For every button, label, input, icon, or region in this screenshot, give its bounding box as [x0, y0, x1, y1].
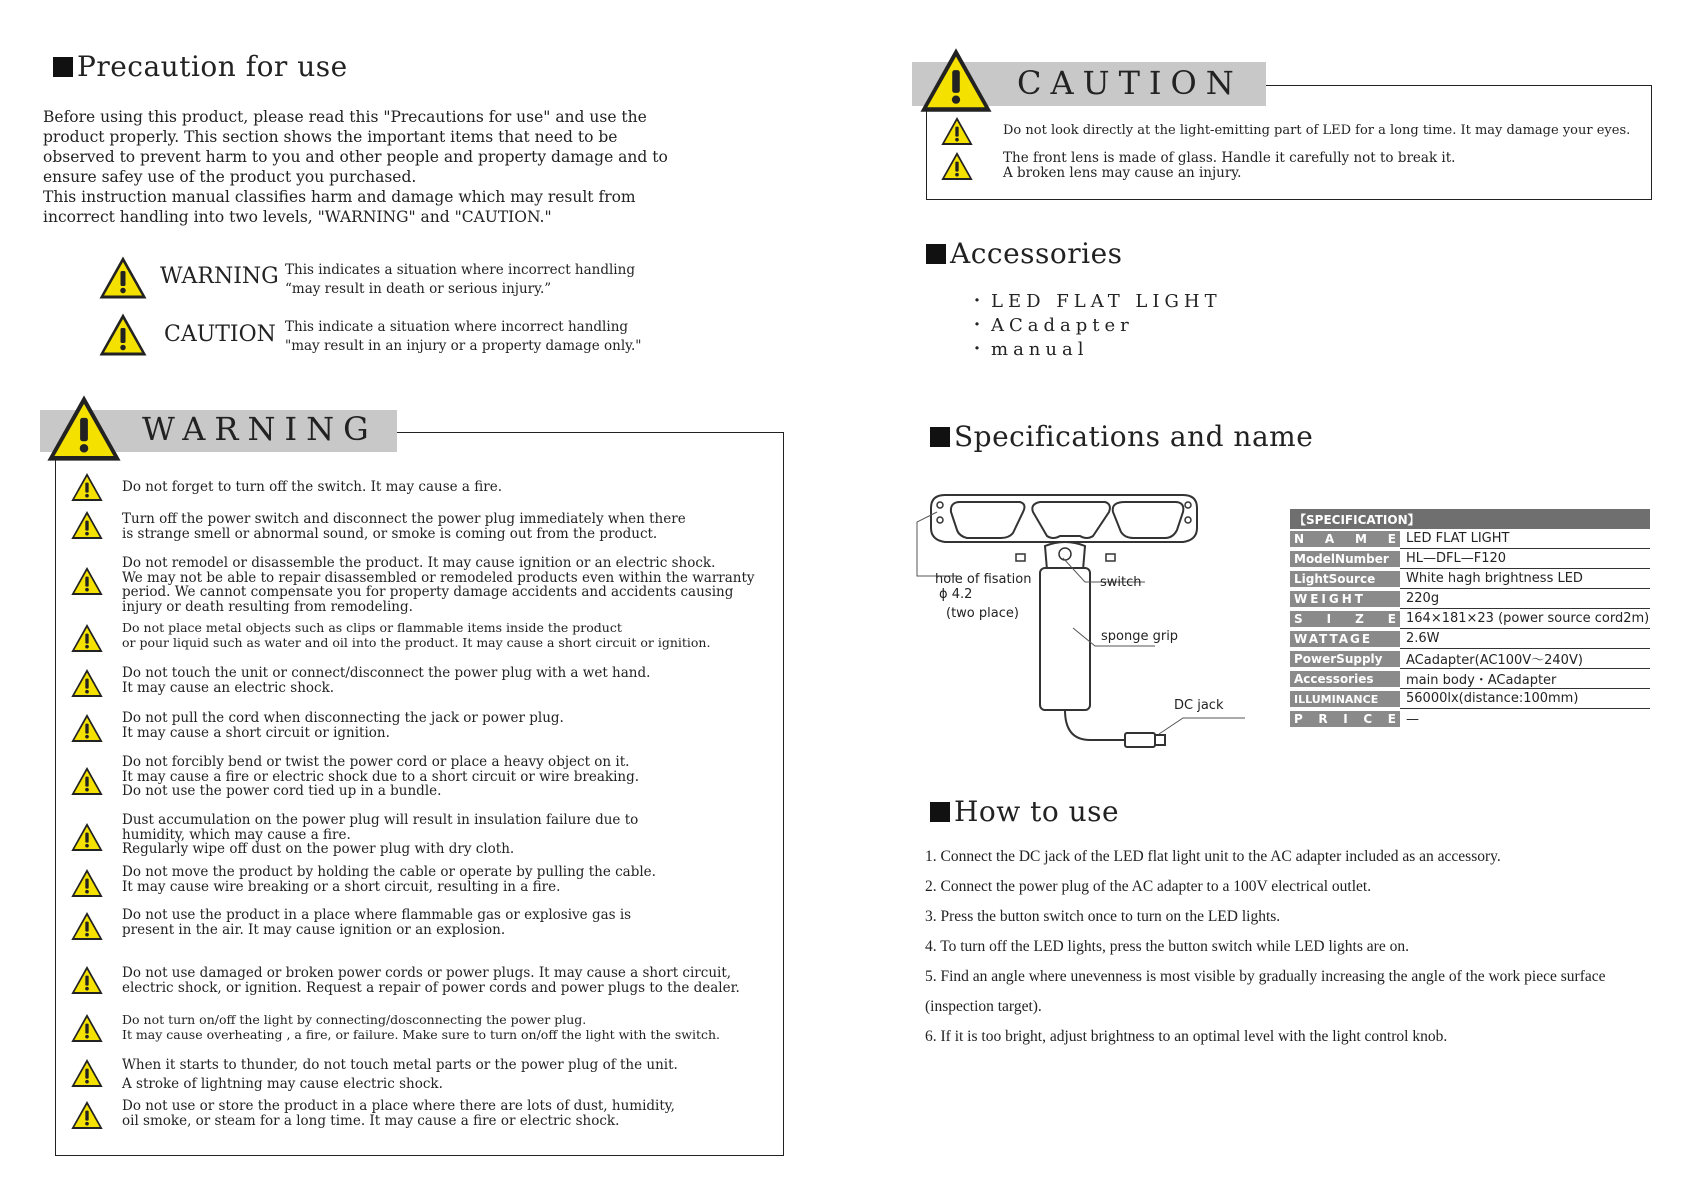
spec-key: WEIGHT: [1290, 591, 1400, 607]
section-square-icon: [930, 802, 950, 822]
spec-row: [1290, 709, 1650, 729]
intro-line: ensure safey use of the product you purchased.: [43, 168, 417, 186]
caution-item: The front lens is made of glass. Handle it carefully not to break it. A broken lens may cause an injury.: [1003, 150, 1456, 181]
label-switch: switch: [1100, 575, 1142, 590]
spec-value: 164×181×23 (power source cord2m): [1400, 609, 1650, 629]
caution-icon: [98, 312, 148, 357]
warning-icon: [70, 472, 104, 502]
label-dc-jack: DC jack: [1174, 698, 1224, 713]
spec-key: N A M E: [1290, 531, 1400, 547]
level-line: “may result in death or serious injury.”: [285, 281, 552, 297]
caution-banner-title: CAUTION: [1017, 64, 1243, 102]
label-hole-size: ϕ 4.2: [939, 587, 973, 602]
spec-value: White hagh brightness LED: [1400, 569, 1650, 589]
warning-icon: [70, 510, 104, 540]
spec-row: [1290, 569, 1650, 589]
how-step: (inspection target).: [925, 998, 1042, 1015]
how-step: 5. Find an angle where unevenness is most visible by gradually increasing the angle of the work piece surface: [925, 968, 1606, 985]
spec-key: Accessories: [1290, 671, 1400, 687]
spec-key: WATTAGE: [1290, 631, 1400, 647]
intro-line: incorrect handling into two levels, "WARNING" and "CAUTION.": [43, 208, 552, 226]
spec-key: ILLUMINANCE: [1290, 691, 1400, 707]
warning-icon: [70, 668, 104, 698]
level-line: This indicate a situation where incorrect handling: [285, 319, 629, 335]
spec-key: PowerSupply: [1290, 651, 1400, 667]
warning-icon: [70, 1058, 104, 1088]
accessories-list: [968, 290, 1222, 362]
spec-row: [1290, 629, 1650, 649]
spec-value: 2.6W: [1400, 629, 1650, 649]
how-step: 6. If it is too bright, adjust brightness to an optimal level with the light control knob.: [925, 1028, 1448, 1045]
warning-icon: [98, 255, 148, 300]
label-sponge-grip: sponge grip: [1101, 629, 1179, 644]
warning-icon: [70, 1013, 104, 1043]
accessory-item: ・LED FLAT LIGHT: [968, 291, 1222, 312]
precaution-title: Precaution for use: [53, 50, 348, 83]
intro-line: This instruction manual classifies harm and damage which may result from: [43, 188, 636, 206]
product-diagram: [915, 490, 1255, 760]
spec-key: ModelNumber: [1290, 551, 1400, 567]
section-square-icon: [53, 57, 73, 77]
warning-icon: [70, 766, 104, 796]
level-caution-label: CAUTION: [164, 322, 276, 347]
caution-item: Do not look directly at the light-emitting part of LED for a long time. It may damage your eyes.: [1003, 123, 1631, 138]
label-hole: hole of fisation: [935, 572, 1032, 587]
how-step: 1. Connect the DC jack of the LED flat light unit to the AC adapter included as an accessory.: [925, 848, 1501, 865]
warning-icon: [70, 965, 104, 995]
spec-value: HL—DFL—F120: [1400, 549, 1650, 569]
level-warning-text: [285, 261, 635, 299]
how-title: How to use: [930, 795, 1119, 828]
spec-value: LED FLAT LIGHT: [1400, 529, 1650, 549]
level-warning-label: WARNING: [160, 264, 279, 289]
spec-value: 220g: [1400, 589, 1650, 609]
intro-line: observed to prevent harm to you and other people and property damage and to: [43, 148, 668, 166]
warning-icon: [70, 623, 104, 653]
level-line: This indicates a situation where incorrect handling: [285, 262, 635, 278]
section-square-icon: [926, 244, 946, 264]
spec-key: S I Z E: [1290, 611, 1400, 627]
caution-item-icon: [940, 151, 974, 181]
spec-value: —: [1406, 711, 1419, 727]
level-line: "may result in an injury or a property damage only.": [285, 338, 642, 354]
spec-row: [1290, 589, 1650, 609]
warning-icon: [70, 566, 104, 596]
precaution-intro: [43, 107, 668, 227]
warning-icon: [70, 713, 104, 743]
spec-table-header: 【SPECIFICATION】: [1290, 509, 1650, 529]
section-square-icon: [930, 427, 950, 447]
spec-row: [1290, 689, 1650, 709]
spec-row: [1290, 609, 1650, 629]
warning-icon: [70, 911, 104, 941]
intro-line: Before using this product, please read this "Precautions for use" and use the: [43, 108, 647, 126]
warning-banner-title: WARNING: [142, 410, 378, 448]
label-two-place: (two place): [946, 606, 1019, 621]
spec-row: [1290, 529, 1650, 549]
how-step: 4. To turn off the LED lights, press the button switch while LED lights are on.: [925, 938, 1409, 955]
spec-value: main body・ACadapter: [1400, 669, 1650, 689]
warning-icon: [70, 1100, 104, 1130]
warning-banner-icon: [45, 393, 123, 463]
accessory-item: ・manual: [968, 339, 1089, 360]
how-step: 3. Press the button switch once to turn on the LED lights.: [925, 908, 1281, 925]
specs-title: Specifications and name: [930, 420, 1313, 453]
spec-row: [1290, 649, 1650, 669]
spec-value: ACadapter(AC100V～240V): [1400, 649, 1650, 669]
caution-item-icon: [940, 116, 974, 146]
intro-line: product properly. This section shows the important items that need to be: [43, 128, 618, 146]
warning-icon: [70, 822, 104, 852]
spec-key: LightSource: [1290, 571, 1400, 587]
spec-row: [1290, 549, 1650, 569]
spec-key: P R I C E: [1290, 711, 1400, 727]
spec-table: [1290, 509, 1650, 729]
warning-icon: [70, 868, 104, 898]
accessories-title: Accessories: [926, 237, 1123, 270]
spec-row: [1290, 669, 1650, 689]
spec-value: 56000lx(distance:100mm): [1400, 689, 1650, 709]
caution-banner-icon: [918, 46, 994, 114]
level-caution-text: [285, 318, 641, 356]
accessory-item: ・ACadapter: [968, 315, 1134, 336]
how-step: 2. Connect the power plug of the AC adapter to a 100V electrical outlet.: [925, 878, 1372, 895]
